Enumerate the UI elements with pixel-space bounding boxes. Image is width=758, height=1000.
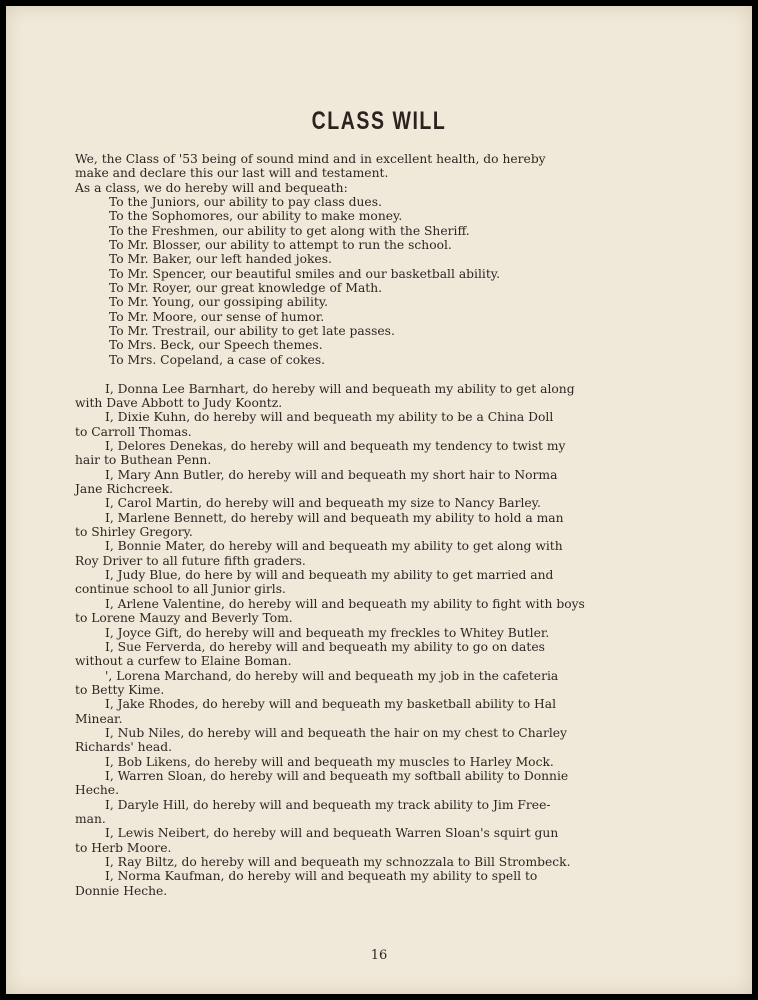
bequest-line: To Mr. Moore, our sense of humor. (109, 309, 325, 324)
will-line: I, Marlene Bennett, do hereby will and bequeath my ability to hold a man (105, 510, 564, 525)
will-line: to Shirley Gregory. (75, 525, 193, 540)
bequest-line: To Mr. Baker, our left handed jokes. (109, 252, 332, 267)
will-line: I, Bonnie Mater, do hereby will and bequeath my ability to get along with (105, 539, 563, 554)
bequest-line: To Mr. Young, our gossiping ability. (109, 295, 329, 310)
intro-line: make and declare this our last will and testament. (75, 166, 389, 181)
bequest-line: To the Juniors, our ability to pay class dues. (109, 195, 382, 210)
will-line: ', Lorena Marchand, do hereby will and bequeath my job in the cafeteria (105, 668, 559, 683)
will-line: hair to Buthean Penn. (75, 453, 212, 468)
bequest-line: To Mr. Royer, our great knowledge of Math. (109, 281, 383, 296)
will-line: I, Joyce Gift, do hereby will and bequeath my freckles to Whitey Butler. (105, 625, 550, 640)
bequest-line: To Mr. Blosser, our ability to attempt to run the school. (109, 238, 452, 253)
will-line: to Herb Moore. (75, 840, 172, 855)
bequest-line: To the Sophomores, our ability to make money. (109, 209, 403, 224)
will-line: I, Ray Biltz, do hereby will and bequeath my schnozzala to Bill Strombeck. (105, 855, 571, 869)
will-line: I, Bob Likens, do hereby will and bequeath my muscles to Harley Mock. (105, 754, 554, 769)
bequest-line: To Mr. Spencer, our beautiful smiles and our basketball ability. (109, 266, 500, 281)
paragraph-gap (75, 367, 675, 382)
bequest-line: To Mrs. Beck, our Speech themes. (109, 338, 323, 353)
intro-line: We, the Class of '53 being of sound mind and in excellent health, do hereby (75, 152, 546, 166)
bequest-line: To the Freshmen, our ability to get along with the Sheriff. (109, 223, 470, 238)
document-page (6, 6, 752, 994)
page-number: 16 (370, 948, 388, 963)
will-line: to Lorene Mauzy and Beverly Tom. (75, 611, 293, 626)
page-title: CLASS WILL (311, 107, 447, 135)
will-line: I, Jake Rhodes, do hereby will and bequeath my basketball ability to Hal (105, 697, 556, 712)
bequest-line: To Mr. Trestrail, our ability to get late passes. (109, 324, 395, 339)
will-line: I, Arlene Valentine, do hereby will and bequeath my ability to fight with boys (105, 596, 585, 611)
will-line: Roy Driver to all future fifth graders. (75, 553, 306, 568)
will-line: I, Sue Ferverda, do hereby will and bequeath my ability to go on dates (105, 639, 545, 654)
will-line: continue school to all Junior girls. (75, 582, 286, 597)
will-line: I, Mary Ann Butler, do hereby will and bequeath my short hair to Norma (105, 467, 558, 482)
will-line: I, Warren Sloan, do hereby will and bequeath my softball ability to Donnie (105, 768, 569, 783)
will-line: I, Dixie Kuhn, do hereby will and bequeath my ability to be a China Doll (105, 410, 554, 425)
will-line: Minear. (75, 711, 123, 726)
bequest-line: To Mrs. Copeland, a case of cokes. (109, 352, 326, 367)
will-line: I, Donna Lee Barnhart, do hereby will and bequeath my ability to get along (105, 381, 575, 396)
will-line: I, Judy Blue, do here by will and bequeath my ability to get married and (105, 568, 554, 583)
will-line: Heche. (75, 783, 119, 798)
will-line: Donnie Heche. (75, 883, 168, 898)
will-line: to Carroll Thomas. (75, 424, 192, 439)
will-line: I, Delores Denekas, do hereby will and bequeath my tendency to twist my (105, 439, 566, 454)
will-line: I, Carol Martin, do hereby will and bequeath my size to Nancy Barley. (105, 496, 541, 511)
will-line: to Betty Kime. (75, 682, 165, 697)
will-line: without a curfew to Elaine Boman. (75, 654, 292, 669)
will-line: I, Daryle Hill, do hereby will and bequeath my track ability to Jim Free- (105, 797, 551, 812)
will-line: I, Nub Niles, do hereby will and bequeath the hair on my chest to Charley (105, 725, 567, 740)
document-body (75, 152, 675, 898)
will-line: with Dave Abbott to Judy Koontz. (75, 396, 283, 410)
will-line: Jane Richcreek. (75, 482, 174, 497)
will-line: Richards' head. (75, 740, 172, 755)
intro-line: As a class, we do hereby will and bequeath: (75, 180, 348, 195)
will-line: I, Lewis Neibert, do hereby will and bequeath Warren Sloan's squirt gun (105, 826, 559, 841)
will-line: man. (75, 811, 106, 826)
will-line: I, Norma Kaufman, do hereby will and bequeath my ability to spell to (105, 869, 538, 884)
